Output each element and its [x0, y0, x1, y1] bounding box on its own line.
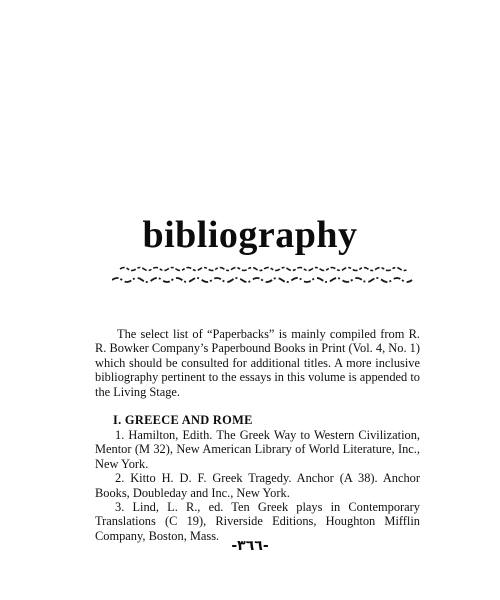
bibliography-entries — [95, 428, 420, 543]
section-heading: I. GREECE AND ROME — [113, 413, 253, 427]
decorative-rule — [112, 260, 417, 290]
bibliography-entry: 1. Hamilton, Edith. The Greek Way to Western Civilization, Mentor (M 32), New American Library of World Literature, Inc., New York. — [95, 428, 420, 471]
page-number: -٣٦٦- — [231, 538, 269, 554]
introduction-paragraph — [95, 327, 420, 399]
intro-text: The select list of “Paperbacks” is mainly compiled from R. R. Bowker Company’s Paperbound Books in Print (Vol. 4, No. 1) which should be consulted for additional titles. A more inclusive bibliography pertinent to the essays in this volume is appended to the Living Stage. — [95, 327, 420, 399]
bibliography-entry: 3. Lind, L. R., ed. Ten Greek plays in Contemporary Translations (C 19), Riverside Editions, Houghton Mifflin Company, Boston, Mass. — [95, 500, 420, 543]
page-title: bibliography — [142, 214, 358, 256]
bibliography-entry: 2. Kitto H. D. F. Greek Tragedy. Anchor (A 38). Anchor Books, Doubleday and Inc., New York. — [95, 471, 420, 500]
